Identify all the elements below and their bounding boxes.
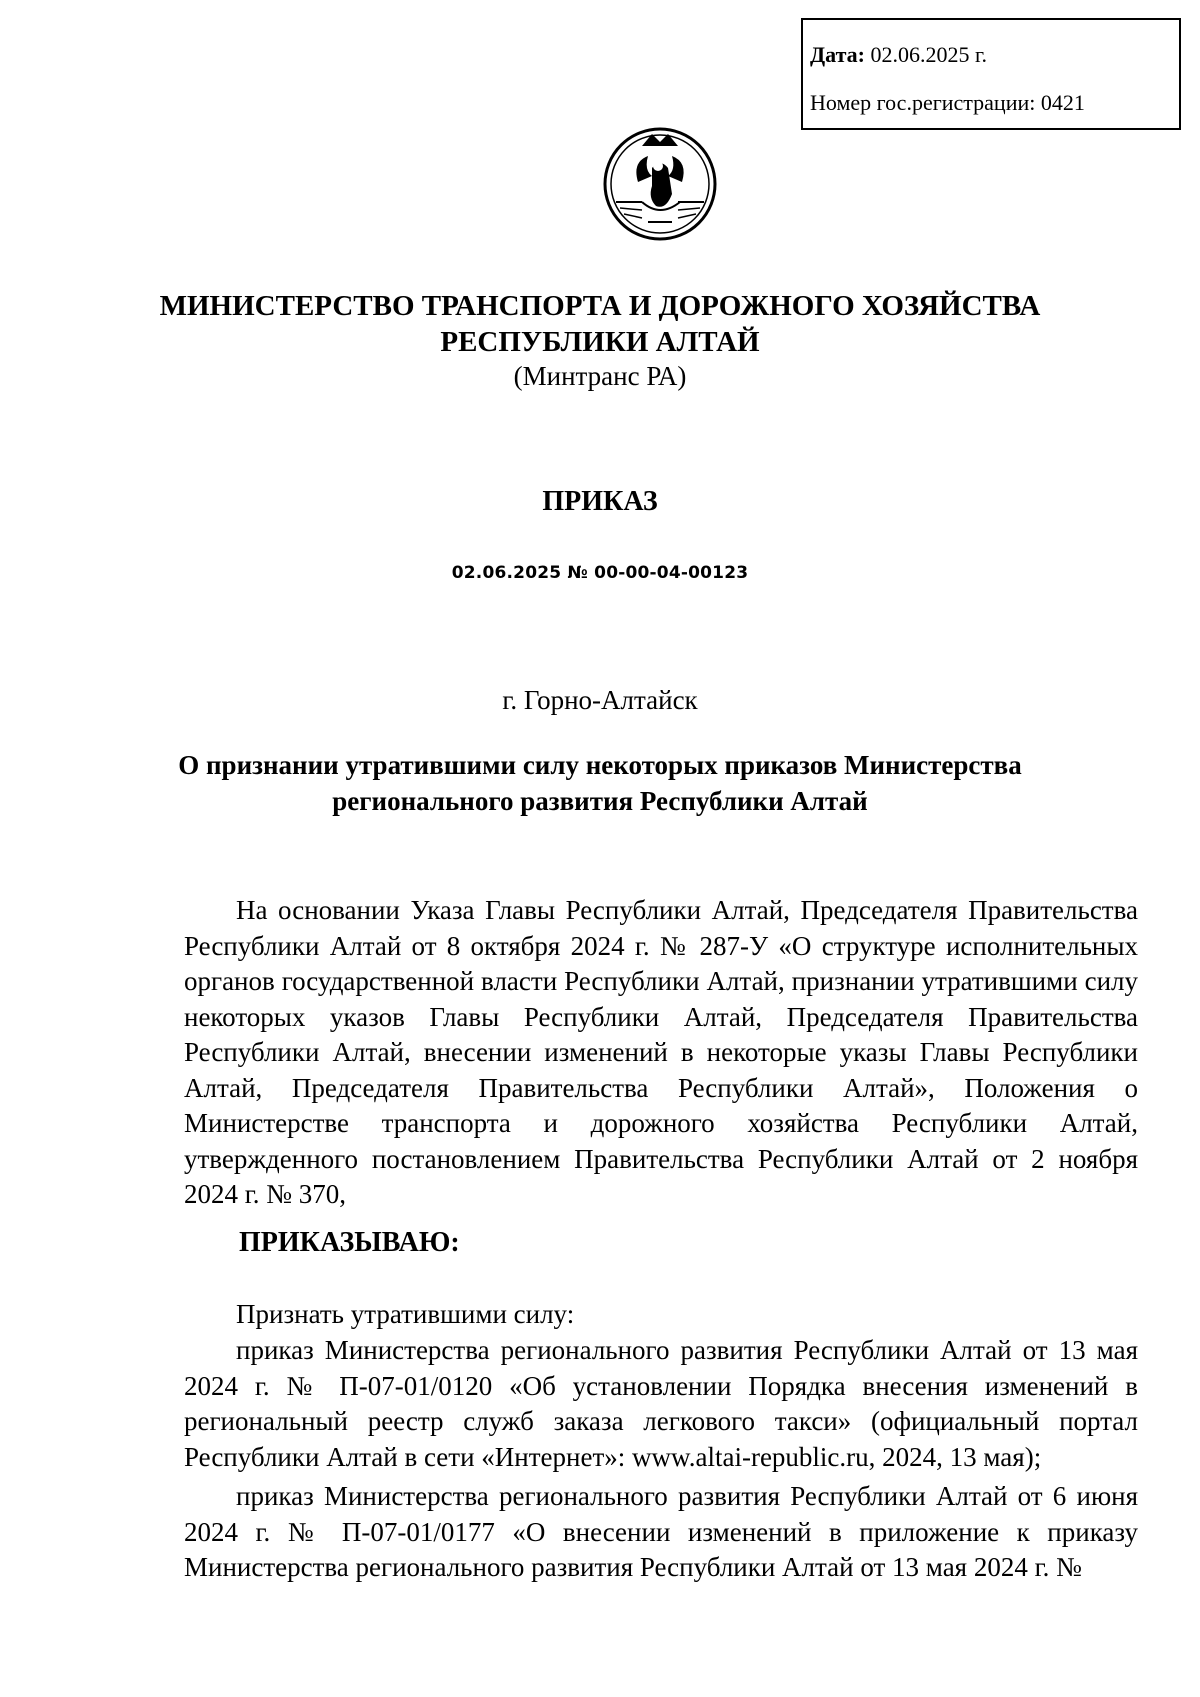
registration-stamp <box>801 18 1181 130</box>
order-subject-line1: О признании утратившими силу некоторых приказов Министерства <box>178 750 1022 780</box>
declare-paragraph: Признать утратившими силу: <box>236 1299 575 1329</box>
order-directive-heading: ПРИКАЗЫВАЮ: <box>239 1227 460 1258</box>
registration-number-line <box>810 92 1085 114</box>
registration-date-value: 02.06.2025 г. <box>870 42 988 67</box>
order-city: г. Горно-Алтайск <box>502 685 698 715</box>
ministry-short-name: (Минтранс РА) <box>513 361 687 391</box>
registration-date-line <box>810 44 987 66</box>
ministry-name-line1: МИНИСТЕРСТВО ТРАНСПОРТА И ДОРОЖНОГО ХОЗЯЙСТВА <box>159 290 1041 322</box>
registration-date-label: Дата: <box>810 42 865 67</box>
repealed-order-item-2: приказ Министерства регионального развития Республики Алтай от 6 июня 2024 г. № П-07-01/0177 «О внесении изменений в приложение к приказу Министерства регионального развития Республики Алтай от 13 мая 2024 г. № <box>184 1481 1138 1582</box>
order-title: ПРИКАЗ <box>542 486 658 517</box>
order-subject <box>0 747 1200 819</box>
ministry-name <box>0 288 1200 360</box>
order-date-number: 02.06.2025 № 00-00-04-00123 <box>451 563 749 583</box>
registration-number-label: Номер гос.регистрации: <box>810 90 1036 115</box>
basis-paragraph: На основании Указа Главы Республики Алтай, Председателя Правительства Республики Алтай от 8 октября 2024 г. № 287-У «О структуре исполнительных органов государственной власти Республики Алтай, признании утратившими силу некоторых указов Главы Республики Алтай, Председателя Правительства Республики Алтай, внесении изменений в некоторые указы Главы Республики Алтай, Председателя Правительства Республики Алтай», Положения о Министерстве транспорта и дорожного хозяйства Республики Алтай, утвержденного постановлением Правительства Республики Алтай от 2 ноября 2024 г. № 370, <box>184 895 1138 1209</box>
ministry-name-line2: РЕСПУБЛИКИ АЛТАЙ <box>440 326 760 358</box>
registration-number-value: 0421 <box>1040 90 1085 115</box>
coat-of-arms-icon <box>602 122 718 246</box>
repealed-order-item-1: приказ Министерства регионального развития Республики Алтай от 13 мая 2024 г. № П-07-01/0120 «Об установлении Порядка внесения изменений в региональный реестр служб заказа легкового такси» (официальный портал Республики Алтай в сети «Интернет»: www.altai-republic.ru, 2024, 13 мая); <box>184 1335 1138 1472</box>
order-subject-line2: регионального развития Республики Алтай <box>332 786 868 816</box>
